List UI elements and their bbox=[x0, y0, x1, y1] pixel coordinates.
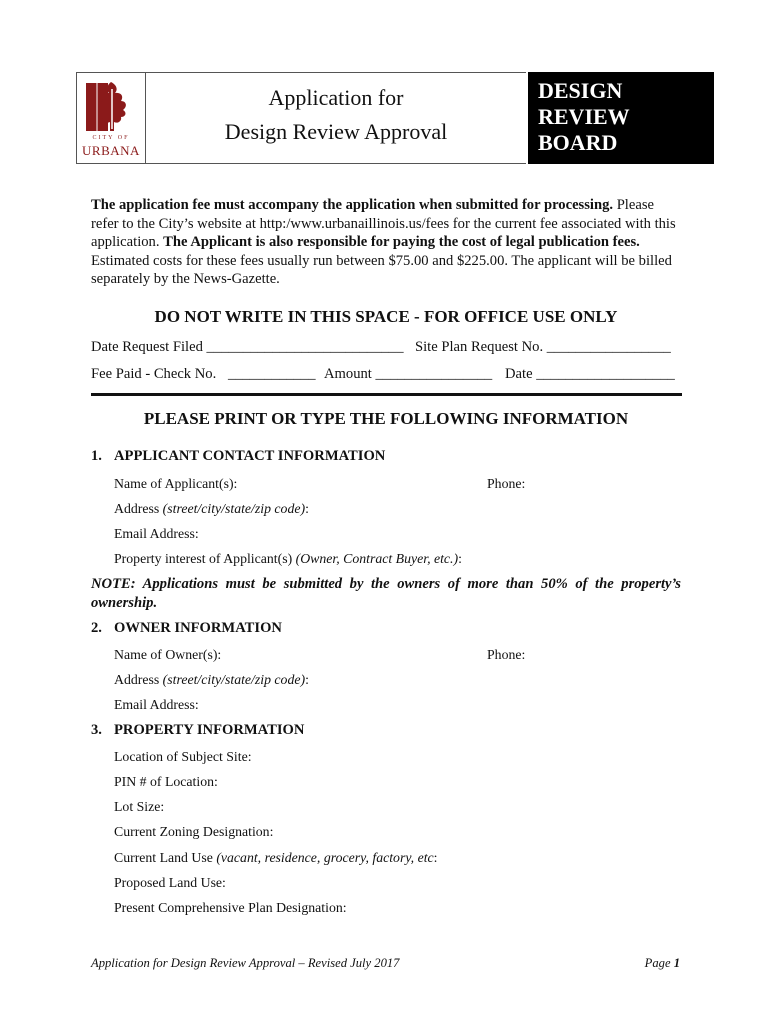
interest-hint: (Owner, Contract Buyer, etc.) bbox=[295, 551, 459, 566]
board-line-1: DESIGN bbox=[538, 78, 623, 103]
board-label-box bbox=[528, 72, 714, 164]
office-use-title: DO NOT WRITE IN THIS SPACE - FOR OFFICE USE ONLY bbox=[154, 307, 618, 326]
board-line-3: BOARD bbox=[538, 130, 618, 155]
date-request-filed: Date Request Filed ___________________________ bbox=[91, 339, 404, 355]
intro-bold-1: The application fee must accompany the application when submitted for processing. bbox=[91, 197, 614, 213]
section-2-number: 2. bbox=[91, 620, 102, 636]
owner-name-label: Name of Owner(s): bbox=[114, 647, 222, 662]
site-location-label: Location of Subject Site: bbox=[114, 749, 252, 764]
land-use-label: Current Land Use (vacant, residence, grocery, factory, etc: bbox=[114, 850, 438, 865]
oak-leaf-icon bbox=[84, 79, 138, 135]
office-row-2 bbox=[91, 366, 681, 383]
owner-email-label: Email Address: bbox=[114, 697, 199, 712]
interest-label-text: Property interest of Applicant(s) bbox=[114, 551, 296, 566]
fee-paid-blank: ____________ bbox=[228, 366, 316, 382]
section-3-heading bbox=[91, 722, 304, 739]
section-2-heading bbox=[91, 620, 282, 637]
owner-address-label-text: Address bbox=[114, 672, 163, 687]
page-label: Page bbox=[644, 956, 671, 970]
logo-city-of: CITY OF bbox=[92, 135, 130, 141]
section-1-number: 1. bbox=[91, 448, 102, 464]
page-number: 1 bbox=[673, 956, 680, 970]
section-3-number: 3. bbox=[91, 722, 102, 738]
footer-revision: Application for Design Review Approval – Revised July 2017 bbox=[91, 956, 400, 970]
property-interest-label: Property interest of Applicant(s) (Owner, Contract Buyer, etc.): bbox=[114, 551, 462, 566]
owner-address-label: Address (street/city/state/zip code): bbox=[114, 672, 309, 687]
section-1-heading bbox=[91, 448, 385, 465]
board-line-2: REVIEW bbox=[538, 104, 630, 129]
intro-text-1: Please refer to the City’s website at http:/www.urbanaillinois.us/fees for the current fee associated with this application. bbox=[91, 197, 676, 251]
applicant-name-label: Name of Applicant(s): bbox=[114, 476, 238, 491]
section-2-title: OWNER INFORMATION bbox=[114, 620, 282, 636]
owner-address-hint: (street/city/state/zip code) bbox=[162, 672, 306, 687]
footer-page bbox=[600, 956, 680, 971]
date-field: Date ___________________ bbox=[505, 366, 675, 382]
address-hint: (street/city/state/zip code) bbox=[162, 501, 306, 516]
city-logo bbox=[76, 72, 146, 164]
owner-phone-label: Phone: bbox=[487, 647, 526, 662]
proposed-use-label: Proposed Land Use: bbox=[114, 875, 226, 890]
fee-paid-check: Fee Paid - Check No. bbox=[91, 366, 217, 382]
print-instructions-title: PLEASE PRINT OR TYPE THE FOLLOWING INFORMATION bbox=[143, 409, 629, 428]
ownership-note: NOTE: Applications must be submitted by the owners of more than 50% of the property’s ownership. bbox=[91, 576, 681, 611]
lot-size-label: Lot Size: bbox=[114, 799, 165, 814]
intro-bold-2: The Applicant is also responsible for paying the cost of legal publication fees. bbox=[163, 234, 640, 251]
zoning-label: Current Zoning Designation: bbox=[114, 824, 274, 839]
title-line-1: Application for bbox=[268, 85, 404, 110]
section-1-title: APPLICANT CONTACT INFORMATION bbox=[114, 448, 386, 464]
applicant-address-label: Address (street/city/state/zip code): bbox=[114, 501, 309, 516]
land-use-hint: (vacant, residence, grocery, factory, etc bbox=[216, 850, 434, 865]
section-3-title: PROPERTY INFORMATION bbox=[114, 722, 305, 738]
intro-text-2: Estimated costs for these fees usually run between $75.00 and $225.00. The applicant will be billed separately by the News-Gazette. bbox=[91, 252, 672, 288]
document-header bbox=[76, 72, 714, 164]
applicant-email-label: Email Address: bbox=[114, 526, 199, 541]
title-line-2: Design Review Approval bbox=[224, 119, 448, 144]
comprehensive-plan-label: Present Comprehensive Plan Designation: bbox=[114, 900, 347, 915]
land-use-label-text: Current Land Use bbox=[114, 850, 217, 865]
applicant-phone-label: Phone: bbox=[487, 476, 526, 491]
site-plan-request: Site Plan Request No. _________________ bbox=[415, 339, 671, 355]
title-box bbox=[146, 72, 526, 164]
intro-paragraph bbox=[91, 196, 681, 289]
pin-label: PIN # of Location: bbox=[114, 774, 218, 789]
divider-rule bbox=[91, 393, 682, 396]
logo-urbana: URBANA bbox=[82, 143, 140, 158]
amount-field: Amount ________________ bbox=[324, 366, 493, 382]
address-label-text: Address bbox=[114, 501, 163, 516]
office-row-1 bbox=[91, 339, 681, 356]
